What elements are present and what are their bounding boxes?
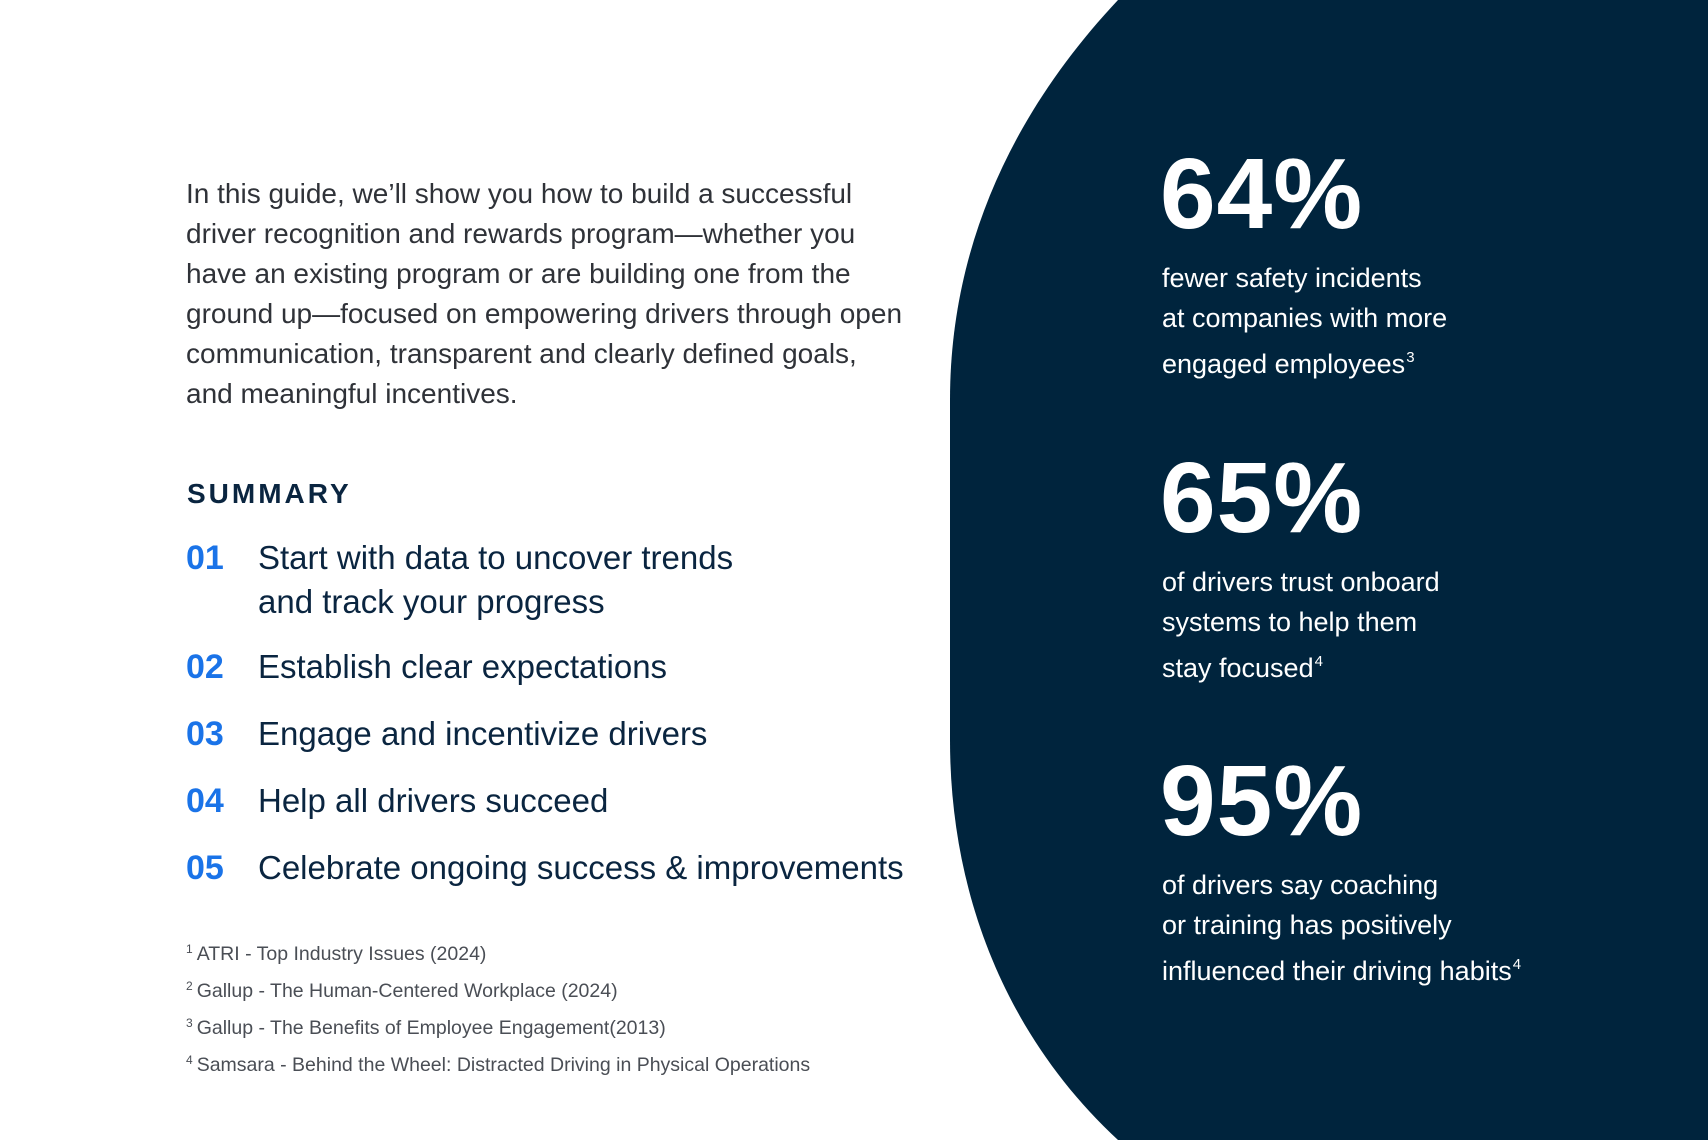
footnote <box>186 970 810 1007</box>
stat-description <box>1162 865 1602 991</box>
intro-paragraph: In this guide, we’ll show you how to build a successful driver recognition and rewards program—whether you have an existing program or are building one from the ground up—focused on empowering drivers through open communication, transparent and clearly defined goals, and meaningful incentives. <box>186 178 903 409</box>
footnotes-list <box>186 933 810 1081</box>
summary-item-text <box>258 536 733 624</box>
stat-line: fewer safety incidents <box>1162 263 1422 293</box>
summary-item-text: Engage and incentivize drivers <box>258 715 708 752</box>
summary-item-text-line: and track your progress <box>258 583 605 620</box>
stat-value: 64% <box>1160 138 1364 250</box>
stat-description <box>1162 562 1602 688</box>
summary-item <box>186 712 707 756</box>
stat-line: engaged employees <box>1162 349 1406 379</box>
footnote <box>186 933 810 970</box>
footnote-ref: 3 <box>186 1016 193 1030</box>
summary-item <box>186 846 904 890</box>
footnote <box>186 1044 810 1081</box>
stat-block <box>1160 138 1602 384</box>
summary-item-number: 01 <box>186 539 224 577</box>
summary-item-number: 04 <box>186 782 224 820</box>
stat-line: at companies with more <box>1162 303 1448 333</box>
footnote-text: Gallup - The Human-Centered Workplace (2024) <box>196 980 618 1002</box>
stat-footnote-ref: 4 <box>1314 653 1323 670</box>
footnote-ref: 2 <box>186 979 193 993</box>
stat-line: or training has positively <box>1162 910 1452 940</box>
footnote-text: ATRI - Top Industry Issues (2024) <box>196 943 487 965</box>
stat-line: influenced their driving habits <box>1162 956 1512 986</box>
summary-item-text: Help all drivers succeed <box>258 782 609 819</box>
footnote-text: Gallup - The Benefits of Employee Engagement(2013) <box>196 1017 666 1039</box>
stat-footnote-ref: 3 <box>1406 349 1415 366</box>
stat-footnote-ref: 4 <box>1512 956 1522 973</box>
footnote <box>186 1007 810 1044</box>
summary-heading: SUMMARY <box>187 478 352 509</box>
summary-item-text: Establish clear expectations <box>258 648 668 685</box>
stat-line: stay focused <box>1162 653 1314 683</box>
stat-block <box>1160 745 1602 991</box>
footnote-text: Samsara - Behind the Wheel: Distracted Driving in Physical Operations <box>196 1054 811 1076</box>
summary-item-text: Celebrate ongoing success & improvements <box>258 849 904 886</box>
stat-description <box>1162 258 1602 384</box>
summary-item-number: 05 <box>186 849 224 887</box>
summary-item-number: 03 <box>186 715 224 753</box>
stat-value: 95% <box>1160 745 1364 857</box>
summary-item <box>186 645 667 689</box>
stat-line: systems to help them <box>1162 607 1418 637</box>
summary-item <box>186 779 608 823</box>
footnote-ref: 4 <box>186 1053 193 1067</box>
stat-value: 65% <box>1160 442 1364 554</box>
stat-line: of drivers trust onboard <box>1162 567 1440 597</box>
summary-item-text-line: Start with data to uncover trends <box>258 539 734 576</box>
stat-line: of drivers say coaching <box>1162 870 1439 900</box>
summary-item-number: 02 <box>186 648 224 686</box>
summary-item <box>186 536 733 624</box>
stat-block <box>1160 442 1602 688</box>
footnote-ref: 1 <box>186 942 193 956</box>
